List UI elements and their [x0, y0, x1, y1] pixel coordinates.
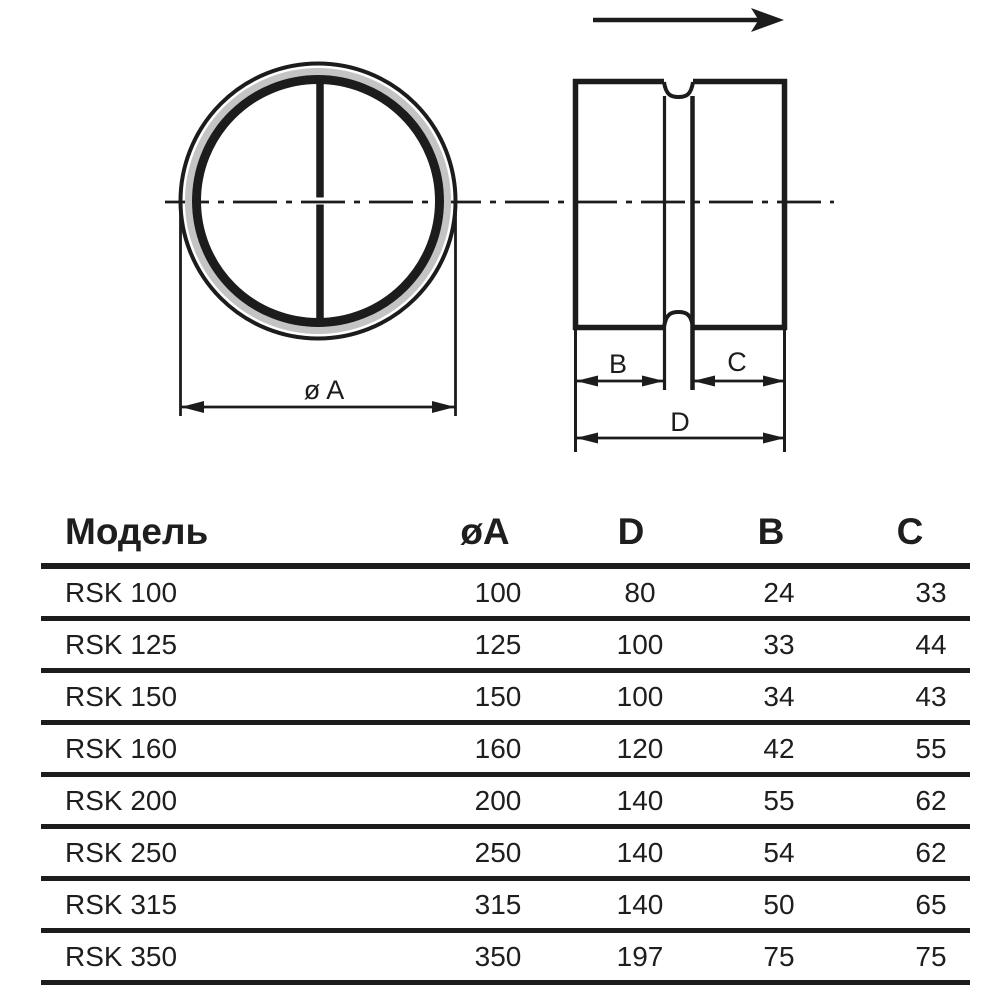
cell-d: 140: [616, 837, 664, 868]
flow-direction-arrow: [593, 8, 784, 32]
cell-d: 140: [616, 785, 664, 816]
side-view: [573, 79, 787, 452]
technical-drawing: [0, 0, 1000, 470]
cell-model: RSK 200: [65, 785, 178, 816]
cell-model: RSK 315: [65, 889, 178, 920]
table-row: [41, 829, 970, 881]
cell-b: 42: [763, 733, 795, 764]
dim-label-c: C: [727, 347, 747, 377]
cell-a: 250: [474, 837, 522, 868]
cell-model: RSK 160: [65, 733, 178, 764]
cell-b: 75: [763, 941, 795, 972]
cell-c: 65: [915, 889, 947, 920]
cell-c: 62: [915, 785, 947, 816]
cell-b: 24: [763, 577, 795, 608]
dim-label-diameter-a: ø A: [303, 375, 345, 405]
table-row: [41, 621, 970, 673]
cell-a: 160: [474, 733, 522, 764]
table-row: [41, 725, 970, 777]
dimension-d: [576, 407, 785, 444]
header-diameter-a: øA: [460, 511, 510, 552]
cell-model: RSK 125: [65, 629, 178, 660]
dimension-c: [693, 347, 785, 387]
cell-d: 140: [616, 889, 664, 920]
cell-d: 120: [616, 733, 664, 764]
cell-d: 100: [616, 629, 664, 660]
header-model: Модель: [65, 511, 209, 552]
cell-c: 44: [915, 629, 947, 660]
cell-d: 197: [616, 941, 664, 972]
header-b: B: [757, 511, 785, 552]
cell-c: 43: [915, 681, 947, 712]
header-c: C: [896, 511, 924, 552]
table-header-row: [41, 503, 970, 569]
bead-bottom-arch: [664, 312, 693, 327]
table-row: [41, 777, 970, 829]
cell-a: 350: [474, 941, 522, 972]
table-row: [41, 673, 970, 725]
cell-a: 125: [474, 629, 522, 660]
cell-a: 315: [474, 889, 522, 920]
table-row: [41, 881, 970, 933]
cell-c: 33: [915, 577, 947, 608]
cell-b: 50: [763, 889, 795, 920]
cell-c: 75: [915, 941, 947, 972]
cell-model: RSK 350: [65, 941, 178, 972]
cell-c: 55: [915, 733, 947, 764]
cell-d: 80: [624, 577, 656, 608]
dim-label-b: B: [608, 349, 628, 379]
table-row: [41, 569, 970, 621]
cell-b: 34: [763, 681, 795, 712]
cell-model: RSK 100: [65, 577, 178, 608]
cell-b: 54: [763, 837, 795, 868]
cell-a: 100: [474, 577, 522, 608]
cell-d: 100: [616, 681, 664, 712]
cell-c: 62: [915, 837, 947, 868]
table-body: [41, 569, 970, 985]
header-d: D: [617, 511, 645, 552]
cell-b: 55: [763, 785, 795, 816]
cell-b: 33: [763, 629, 795, 660]
cell-model: RSK 150: [65, 681, 178, 712]
cell-a: 150: [474, 681, 522, 712]
cell-model: RSK 250: [65, 837, 178, 868]
dim-label-d: D: [670, 407, 690, 437]
table-row: [41, 933, 970, 985]
bead-top-dip: [664, 82, 693, 97]
cell-a: 200: [474, 785, 522, 816]
dimension-b: [576, 349, 664, 387]
